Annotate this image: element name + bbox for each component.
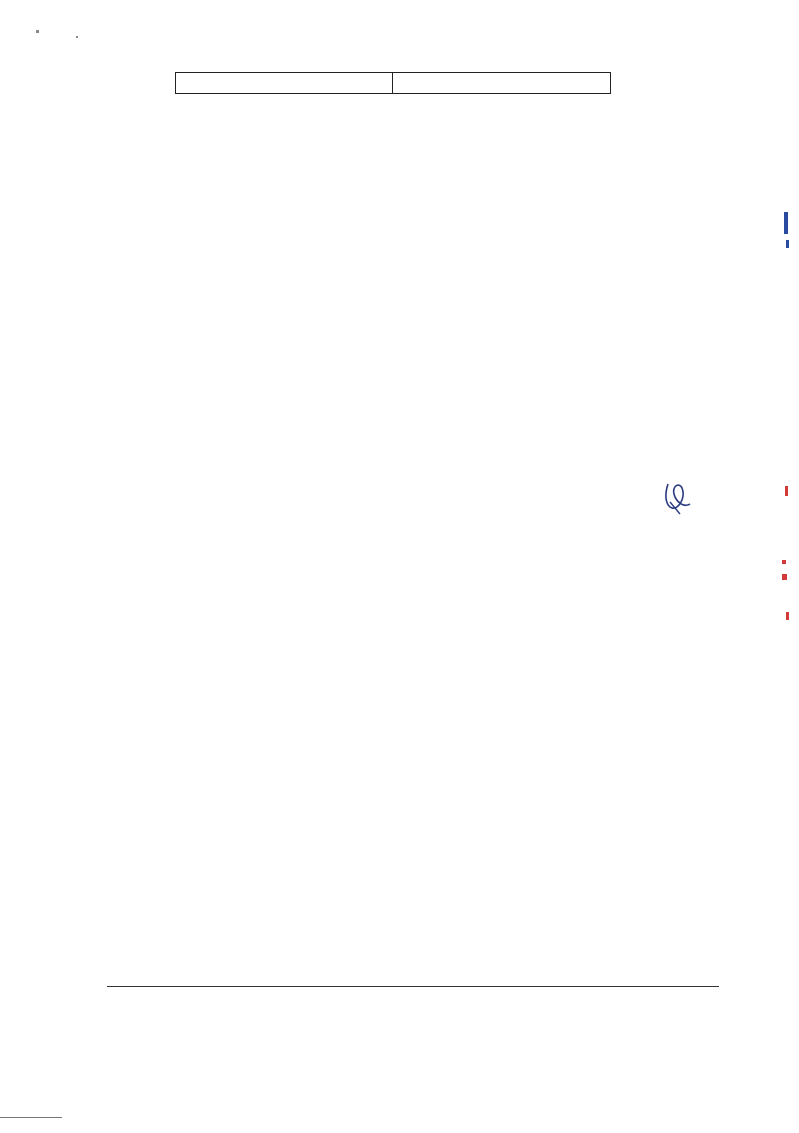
margin-mark-red-dot xyxy=(782,560,786,564)
margin-mark-blue xyxy=(784,212,788,234)
margin-mark-red xyxy=(785,486,788,496)
scan-edge-line xyxy=(0,1117,62,1118)
dose-table xyxy=(175,72,611,94)
scan-speck xyxy=(36,30,39,33)
margin-mark-blue-small xyxy=(786,240,789,248)
margin-mark-red-dot xyxy=(786,612,789,620)
margin-mark-red-dot xyxy=(782,574,787,580)
table-header-interval xyxy=(393,73,611,94)
table-header-row xyxy=(176,73,611,94)
footer-rule xyxy=(107,986,719,987)
handwritten-initials xyxy=(660,478,696,518)
page-content xyxy=(107,64,719,98)
scan-speck xyxy=(76,36,78,38)
table-header-creatinine xyxy=(176,73,393,94)
